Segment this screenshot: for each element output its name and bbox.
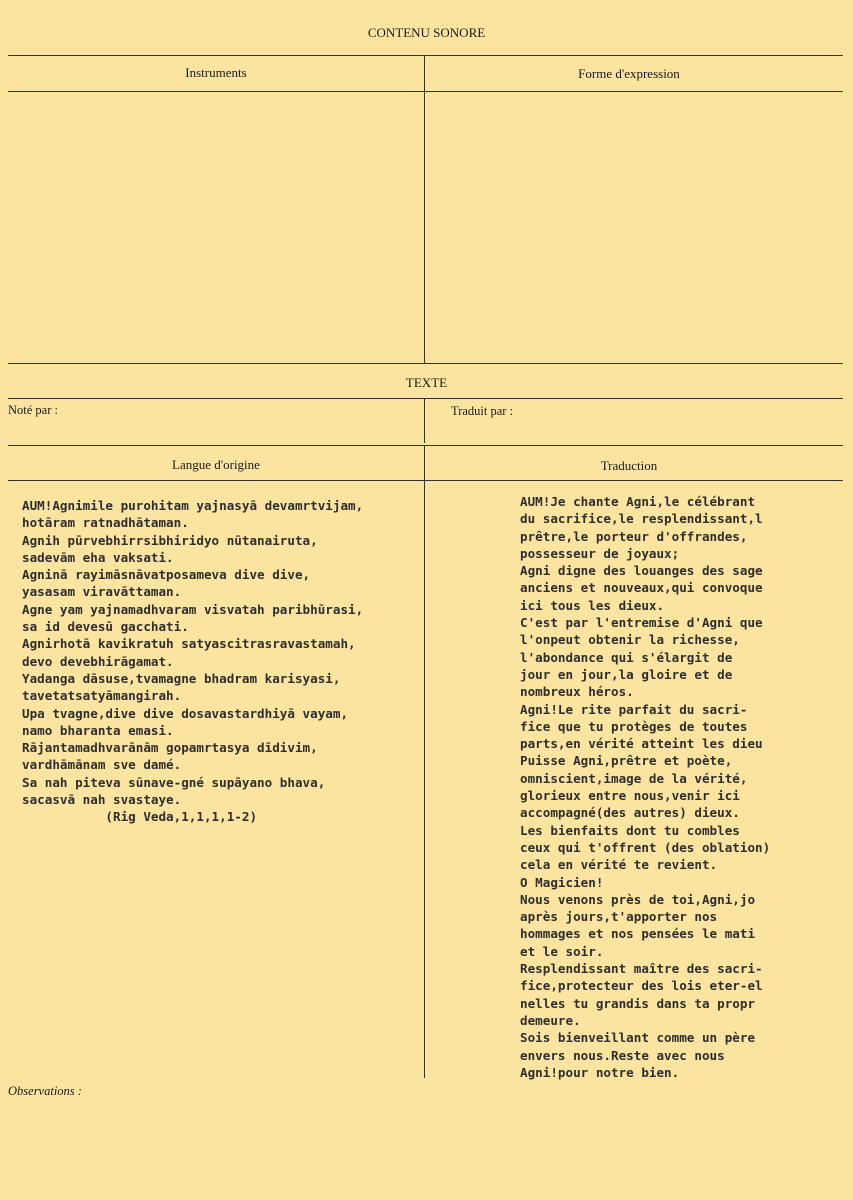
original-line: sadevām eha vaksati. (22, 549, 174, 565)
label-traduit-par: Traduit par : (451, 404, 514, 418)
original-line: Rājantamadhvarānām gopamrtasya dīdivim, (22, 740, 318, 756)
original-line: namo bharanta emasi. (22, 722, 174, 738)
translation-line: Agni!Le rite parfait du sacri- (520, 701, 748, 717)
col-header-langue: Langue d'origine (172, 457, 260, 472)
translation-line: demeure. (520, 1012, 581, 1028)
rule-text-header (8, 480, 843, 481)
translation-line: ceux qui t'offrent (des oblation) (520, 839, 771, 855)
section-title-text: TEXTE (405, 375, 448, 390)
translation-line: cela en vérité te revient. (520, 857, 718, 873)
original-line: (Rig Veda,1,1,1,1-2) (22, 809, 258, 825)
translation-line: l'abondance qui s'élargit de (520, 649, 733, 665)
translation-line: nelles tu grandis dans ta propr (520, 995, 756, 1011)
original-line: Agnih pūrvebhirrsibhiridyo nūtanairuta, (22, 532, 318, 548)
original-line: AUM!Agnimile purohitam yajnasyā devamrtvijam, (22, 498, 364, 513)
col-header-forme: Forme d'expression (578, 66, 680, 81)
translation-line: Nous venons près de toi,Agni,jo (520, 891, 756, 907)
translation-line: du sacrifice,le resplendissant,l (520, 511, 763, 527)
rule-text-title (8, 398, 843, 399)
original-line: Agne yam yajnamadhvaram visvatah paribhūrasi, (22, 601, 364, 617)
translation-line: parts,en vérité atteint les dieu (520, 736, 763, 752)
translation-line: accompagné(des autres) dieux. (520, 805, 740, 821)
original-line: vardhāmānam sve damé. (22, 757, 182, 773)
translation-line: glorieux entre nous,venir ici (520, 788, 740, 804)
col-header-traduction: Traduction (600, 458, 658, 473)
original-line: devo devebhirāgamat. (22, 653, 174, 669)
translation-line: nombreux héros. (520, 684, 634, 700)
translation-text-block (520, 493, 848, 1081)
original-line: sacasvā nah svastaye. (22, 792, 182, 808)
translation-line: l'onpeut obtenir la richesse, (520, 632, 740, 648)
original-line: tavetatsatyāmangirah. (22, 688, 182, 704)
translation-line: après jours,t'apporter nos (520, 909, 718, 925)
translation-line: omniscient,image de la vérité, (520, 770, 748, 786)
original-line: Upa tvagne,dive dive dosavastardhiyā vayam, (22, 705, 349, 721)
translation-line: Sois bienveillant comme un père (520, 1030, 756, 1046)
label-note-par: Noté par : (8, 403, 58, 417)
translation-line: O Magicien! (520, 874, 604, 890)
original-text-block (22, 497, 363, 826)
translation-line: fice que tu protèges de toutes (520, 718, 748, 734)
translation-line: envers nous.Reste avec nous (520, 1047, 725, 1063)
translation-line: ici tous les dieux. (520, 597, 665, 613)
translation-line: Resplendissant maître des sacri- (520, 961, 763, 977)
original-line: sa id devesū gacchati. (22, 619, 189, 635)
translation-line: Les bienfaits dont tu combles (520, 822, 740, 838)
translation-line: Agni!pour notre bien. (520, 1064, 680, 1080)
translation-line: fice,protecteur des lois eter-el (520, 978, 763, 994)
translation-line: Puisse Agni,prêtre et poète, (520, 753, 733, 769)
divider-authors (424, 399, 425, 443)
original-line: Yadanga dāsuse,tvamagne bhadram karisyasi, (22, 670, 341, 686)
original-line: hotāram ratnadhātaman. (22, 515, 189, 531)
translation-line: hommages et nos pensées le mati (520, 926, 756, 942)
original-line: Sa nah piteva sūnave-gné supāyano bhava, (22, 774, 326, 790)
translation-line: AUM!Je chante Agni,le célébrant (520, 494, 756, 509)
translation-line: Agni digne des louanges des sage (520, 563, 763, 579)
translation-line: prêtre,le porteur d'offrandes, (520, 528, 748, 544)
original-line: Agninā rayimāsnāvatposameva dive dive, (22, 567, 311, 583)
divider-text (424, 446, 425, 1078)
section-title-sound: CONTENU SONORE (367, 25, 486, 40)
rule-top (8, 55, 843, 56)
translation-line: et le soir. (520, 943, 604, 959)
col-header-instruments: Instruments (185, 65, 247, 80)
original-line: yasasam viravāttaman. (22, 584, 182, 600)
divider-sound (424, 56, 425, 363)
rule-authors (8, 445, 843, 446)
translation-line: jour en jour,la gloire et de (520, 666, 733, 682)
rule-sound-header (8, 91, 843, 92)
translation-line: anciens et nouveaux,qui convoque (520, 580, 763, 596)
rule-sound-bottom (8, 363, 843, 364)
translation-line: possesseur de joyaux; (520, 545, 680, 561)
translation-line: C'est par l'entremise d'Agni que (520, 615, 763, 631)
original-line: Agnirhotā kavikratuh satyascitrasravastamah, (22, 636, 356, 652)
label-observations: Observations : (8, 1084, 82, 1098)
